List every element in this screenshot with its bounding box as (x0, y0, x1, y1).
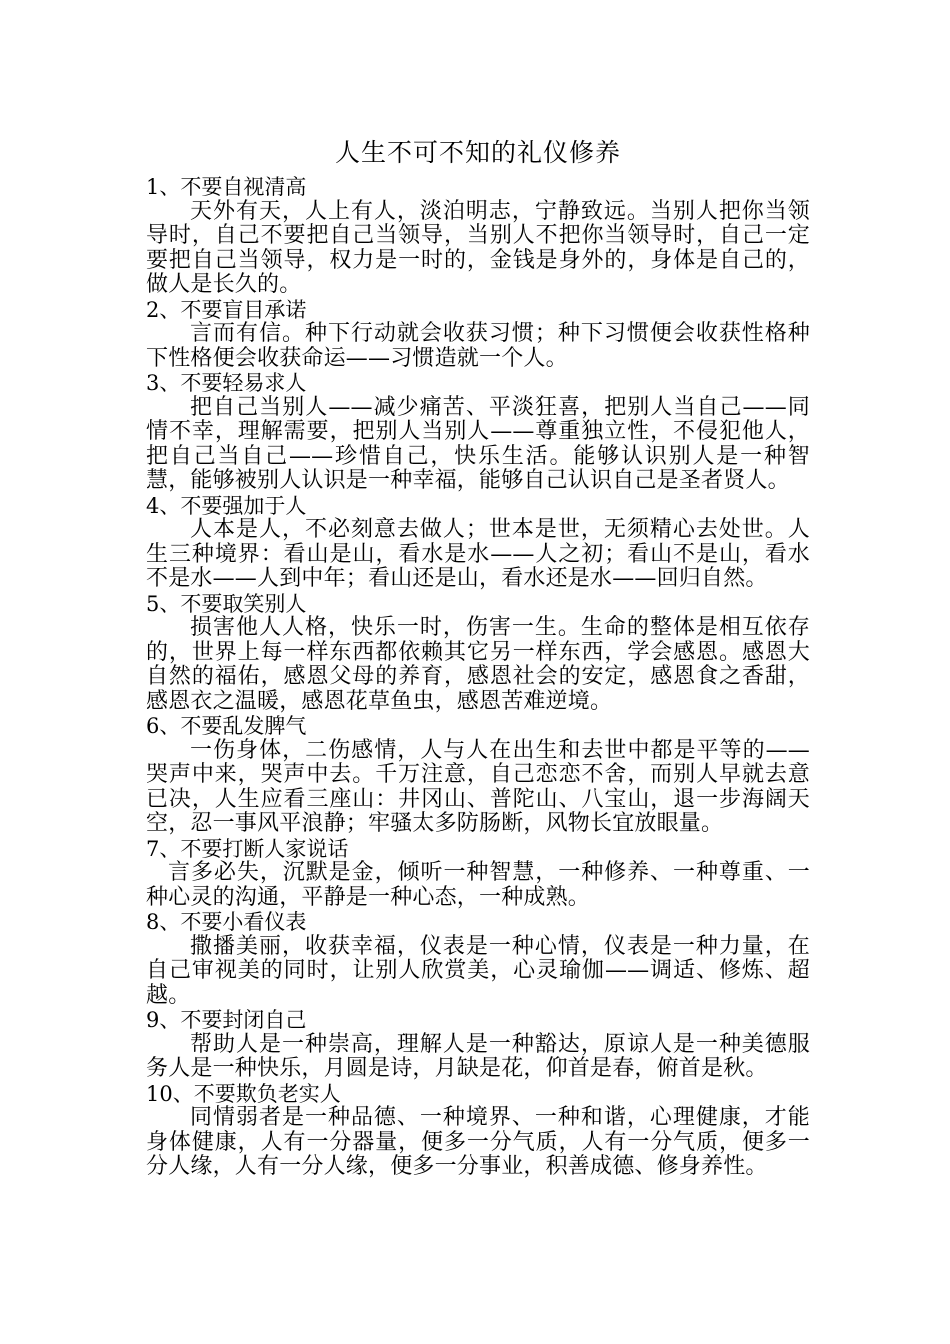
section-heading: 1、不要自视清高 (146, 175, 307, 199)
section-body: 帮助人是一种崇高，理解人是一种豁达，原谅人是一种美德服务人是一种快乐，月圆是诗，月缺是花，仰首是春，俯首是秋。 (146, 1031, 810, 1081)
section-6 (146, 714, 810, 837)
section-heading: 4、不要强加于人 (146, 493, 307, 518)
section-7 (146, 837, 810, 911)
section-heading: 10、不要欺负老实人 (146, 1081, 341, 1106)
section-heading: 2、不要盲目承诺 (146, 297, 307, 322)
section-body: 损害他人人格，快乐一时，伤害一生。生命的整体是相互依存的，世界上每一样东西都依赖其它另一样东西，学会感恩。感恩大自然的福佑，感恩父母的养育，感恩社会的安定，感恩食之香甜，感恩衣之温暖，感恩花草鱼虫，感恩苦难逆境。 (146, 615, 810, 714)
section-body: 撒播美丽，收获幸福，仪表是一种心情，仪表是一种力量，在自己审视美的同时，让别人欣赏美，心灵瑜伽——调适、修炼、超越。 (146, 933, 810, 1008)
section-heading: 7、不要打断人家说话 (146, 836, 349, 861)
document-page (146, 138, 810, 1180)
section-10 (146, 1082, 810, 1180)
section-heading: 5、不要取笑别人 (146, 591, 307, 616)
section-3 (146, 371, 810, 494)
section-9 (146, 1008, 810, 1082)
section-8 (146, 910, 810, 1008)
section-body: 天外有天，人上有人，淡泊明志，宁静致远。当别人把你当领导时，自己不要把自己当领导，当别人不把你当领导时，自己一定要把自己当领导，权力是一时的，金钱是身外的，身体是自己的，做人是长久的。 (146, 198, 810, 297)
section-heading: 6、不要乱发脾气 (146, 714, 307, 738)
section-5 (146, 592, 810, 715)
section-body: 人本是人，不必刻意去做人；世本是世，无须精心去处世。人生三种境界：看山是山，看水是水——人之初；看山不是山，看水不是水——人到中年；看山还是山，看水还是水——回归自然。 (146, 517, 810, 591)
section-body: 一伤身体，二伤感情，人与人在出生和去世中都是平等的——哭声中来，哭声中去。千万注意，自己恋恋不舍，而别人早就去意已决，人生应看三座山：井冈山、普陀山、八宝山，退一步海阔天空，忍一事风平浪静；牢骚太多防肠断，风物长宜放眼量。 (146, 737, 810, 836)
document-title: 人生不可不知的礼仪修养 (334, 138, 621, 167)
section-body: 言多必失，沉默是金，倾听一种智慧，一种修养、一种尊重、一种心灵的沟通，平静是一种心态，一种成熟。 (146, 860, 810, 910)
section-2 (146, 298, 810, 372)
section-body: 同情弱者是一种品德、一种境界、一种和谐，心理健康，才能身体健康，人有一分器量，便多一分气质，人有一分气质，便多一分人缘，人有一分人缘，便多一分事业，积善成德、修身养性。 (146, 1105, 810, 1179)
section-body: 言而有信。种下行动就会收获习惯；种下习惯便会收获性格种下性格便会收获命运——习惯造就一个人。 (146, 321, 810, 371)
section-body: 把自己当别人——减少痛苦、平淡狂喜，把别人当自己——同情不幸，理解需要，把别人当别人——尊重独立性，不侵犯他人，把自己当自己——珍惜自己，快乐生活。能够认识别人是一种智慧，能够被别人认识是一种幸福，能够自己认识自己是圣者贤人。 (146, 394, 810, 493)
section-heading: 3、不要轻易求人 (146, 371, 307, 395)
section-heading: 9、不要封闭自己 (146, 1008, 307, 1032)
section-4 (146, 494, 810, 592)
section-heading: 8、不要小看仪表 (146, 910, 307, 934)
section-1 (146, 175, 810, 298)
